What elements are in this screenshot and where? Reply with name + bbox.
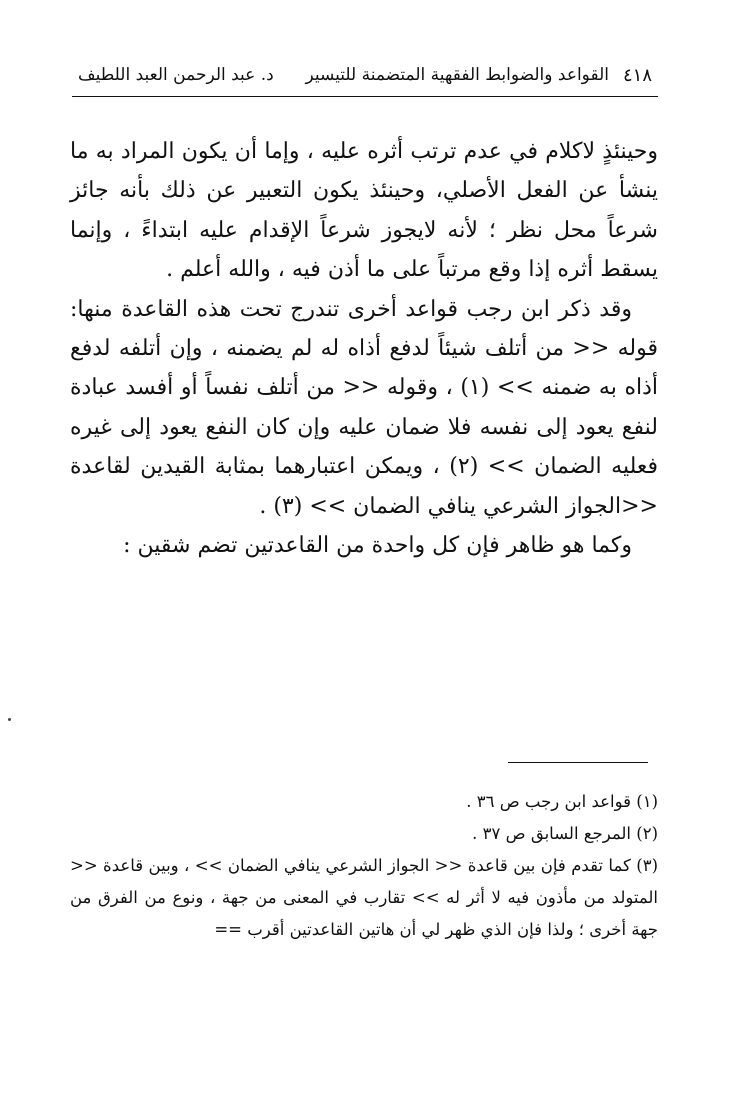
footnotes	[70, 786, 658, 946]
footnote-separator	[508, 762, 648, 763]
paragraph-2: وقد ذكر ابن رجب قواعد أخرى تندرج تحت هذه القاعدة منها: قوله << من أتلف شيئاً لدفع أذاه له لم يضمنه ، وإن أتلفه لدفع أذاه به ضمنه >> (١) ، وقوله << من أتلف نفساً أو أفسد عبادة لنفع يعود إلى نفسه فلا ضمان عليه وإن كان النفع يعود إلى غيره فعليه الضمان >> (٢) ، ويمكن اعتبارهما بمثابة القيدين لقاعدة <<الجواز الشرعي ينافي الضمان >> (٣) .	[70, 296, 659, 519]
paragraph-1: وحينئذٍ لاكلام في عدم ترتب أثره عليه ، وإما أن يكون المراد به ما ينشأ عن الفعل الأصلي، وحينئذ يكون التعبير عن ذلك بأنه جائز شرعاً محل نظر ؛ لأنه لايجوز شرعاً الإقدام عليه ابتداءً ، وإنما يسقط أثره إذا وقع مرتباً على ما أذن فيه ، والله أعلم .	[70, 139, 658, 283]
book-title: القواعد والضوابط الفقهية المتضمنة للتيسير	[305, 65, 609, 85]
page-number: ٤١٨	[622, 64, 652, 86]
main-text	[70, 132, 658, 565]
footnote-2: (٢) المرجع السابق ص ٣٧ .	[472, 824, 658, 843]
header-rule	[72, 96, 658, 97]
author-name: د. عبد الرحمن العبد اللطيف	[78, 65, 274, 85]
footnote-1: (١) قواعد ابن رجب ص ٣٦ .	[466, 792, 658, 811]
running-header	[78, 58, 652, 92]
footnote-3: (٣) كما تقدم فإن بين قاعدة << الجواز الشرعي ينافي الضمان >> ، وبين قاعدة << المتولد من مأذون فيه لا أثر له >> تقارب في المعنى من جهة ، ونوع من الفرق من جهة أخرى ؛ ولذا فإن الذي ظهر لي أن هاتين القاعدتين أقرب ==	[70, 856, 658, 939]
header-title-group	[305, 65, 652, 86]
paragraph-3: وكما هو ظاهر فإن كل واحدة من القاعدتين تضم شقين :	[123, 533, 632, 559]
scan-speck	[8, 718, 11, 721]
